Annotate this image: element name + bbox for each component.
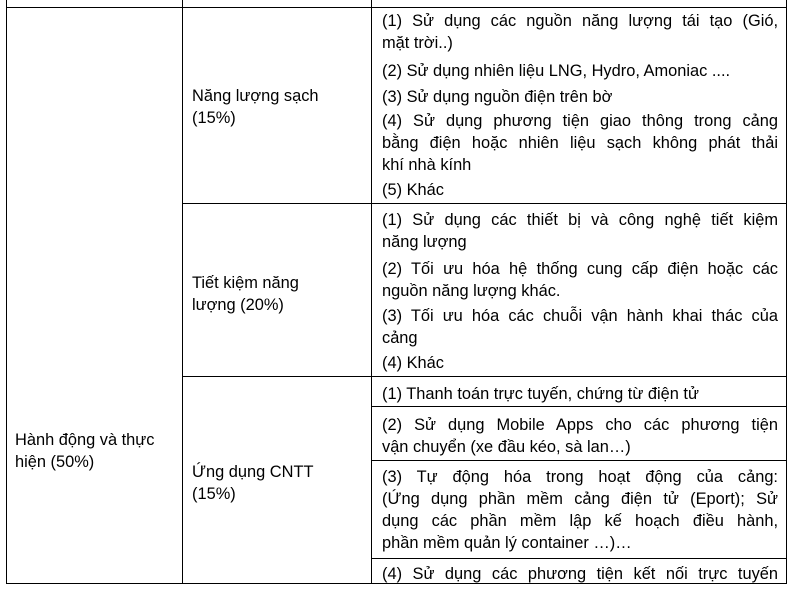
item-line: vận chuyển (xe đầu kéo, sà lan…)	[382, 438, 631, 456]
table-border-right	[786, 0, 787, 584]
item-line: (2) Sử dụng Mobile Apps cho các phương tiện	[382, 416, 778, 434]
item-line: cảng	[382, 329, 418, 347]
item-line: nguồn năng lượng khác.	[382, 282, 561, 300]
item-line: (4) Khác	[382, 354, 444, 372]
group-title-line: (15%)	[192, 485, 236, 503]
item-line: (3) Tự động hóa trong hoạt động của cảng:	[382, 468, 778, 486]
group-title-line: Ứng dụng CNTT	[192, 463, 314, 481]
item-line: bằng điện hoặc nhiên liệu sạch không phát thải	[382, 134, 778, 152]
table-border-col1	[182, 0, 183, 584]
item-line: (3) Sử dụng nguồn điện trên bờ	[382, 88, 613, 106]
group-divider	[182, 203, 787, 204]
item-line: năng lượng	[382, 233, 467, 251]
item-line: (1) Sử dụng các thiết bị và công nghệ tiết kiệm	[382, 211, 778, 229]
item-line: dụng các phần mềm lập kế hoạch điều hành,	[382, 512, 778, 530]
item-line: mặt trời..)	[382, 34, 453, 52]
table-border-top	[6, 7, 787, 8]
category-label-line: Hành động và thực	[15, 431, 155, 449]
item-line: (4) Sử dụng phương tiện giao thông trong cảng	[382, 112, 778, 130]
item-line: khí nhà kính	[382, 156, 472, 174]
item-line: (5) Khác	[382, 181, 444, 199]
item-line: (1) Sử dụng các nguồn năng lượng tái tạo (Gió,	[382, 12, 778, 30]
item-line: (2) Tối ưu hóa hệ thống cung cấp điện hoặc các	[382, 260, 778, 278]
item-line: (1) Thanh toán trực tuyến, chứng từ điện tử	[382, 385, 699, 403]
group-title-line: Tiết kiệm năng	[192, 274, 299, 292]
group-divider	[182, 376, 787, 377]
item-line: (2) Sử dụng nhiên liệu LNG, Hydro, Amoniac ....	[382, 62, 731, 80]
item-divider	[371, 558, 787, 559]
category-label-line: hiện (50%)	[15, 453, 95, 471]
item-divider	[371, 406, 787, 407]
item-line: (4) Sử dụng các phương tiện kết nối trực tuyến	[382, 565, 778, 583]
table-border-col2	[371, 0, 372, 584]
group-title-line: lượng (20%)	[192, 296, 284, 314]
item-line: (Ứng dụng phần mềm cảng điện tử (Eport); Sử	[382, 490, 778, 508]
item-line: phần mềm quản lý container …)…	[382, 534, 632, 552]
group-title-line: (15%)	[192, 109, 236, 127]
item-divider	[371, 460, 787, 461]
table-border-left	[6, 0, 7, 584]
group-title-line: Năng lượng sạch	[192, 87, 319, 105]
item-line: (3) Tối ưu hóa các chuỗi vận hành khai thác của	[382, 307, 778, 325]
